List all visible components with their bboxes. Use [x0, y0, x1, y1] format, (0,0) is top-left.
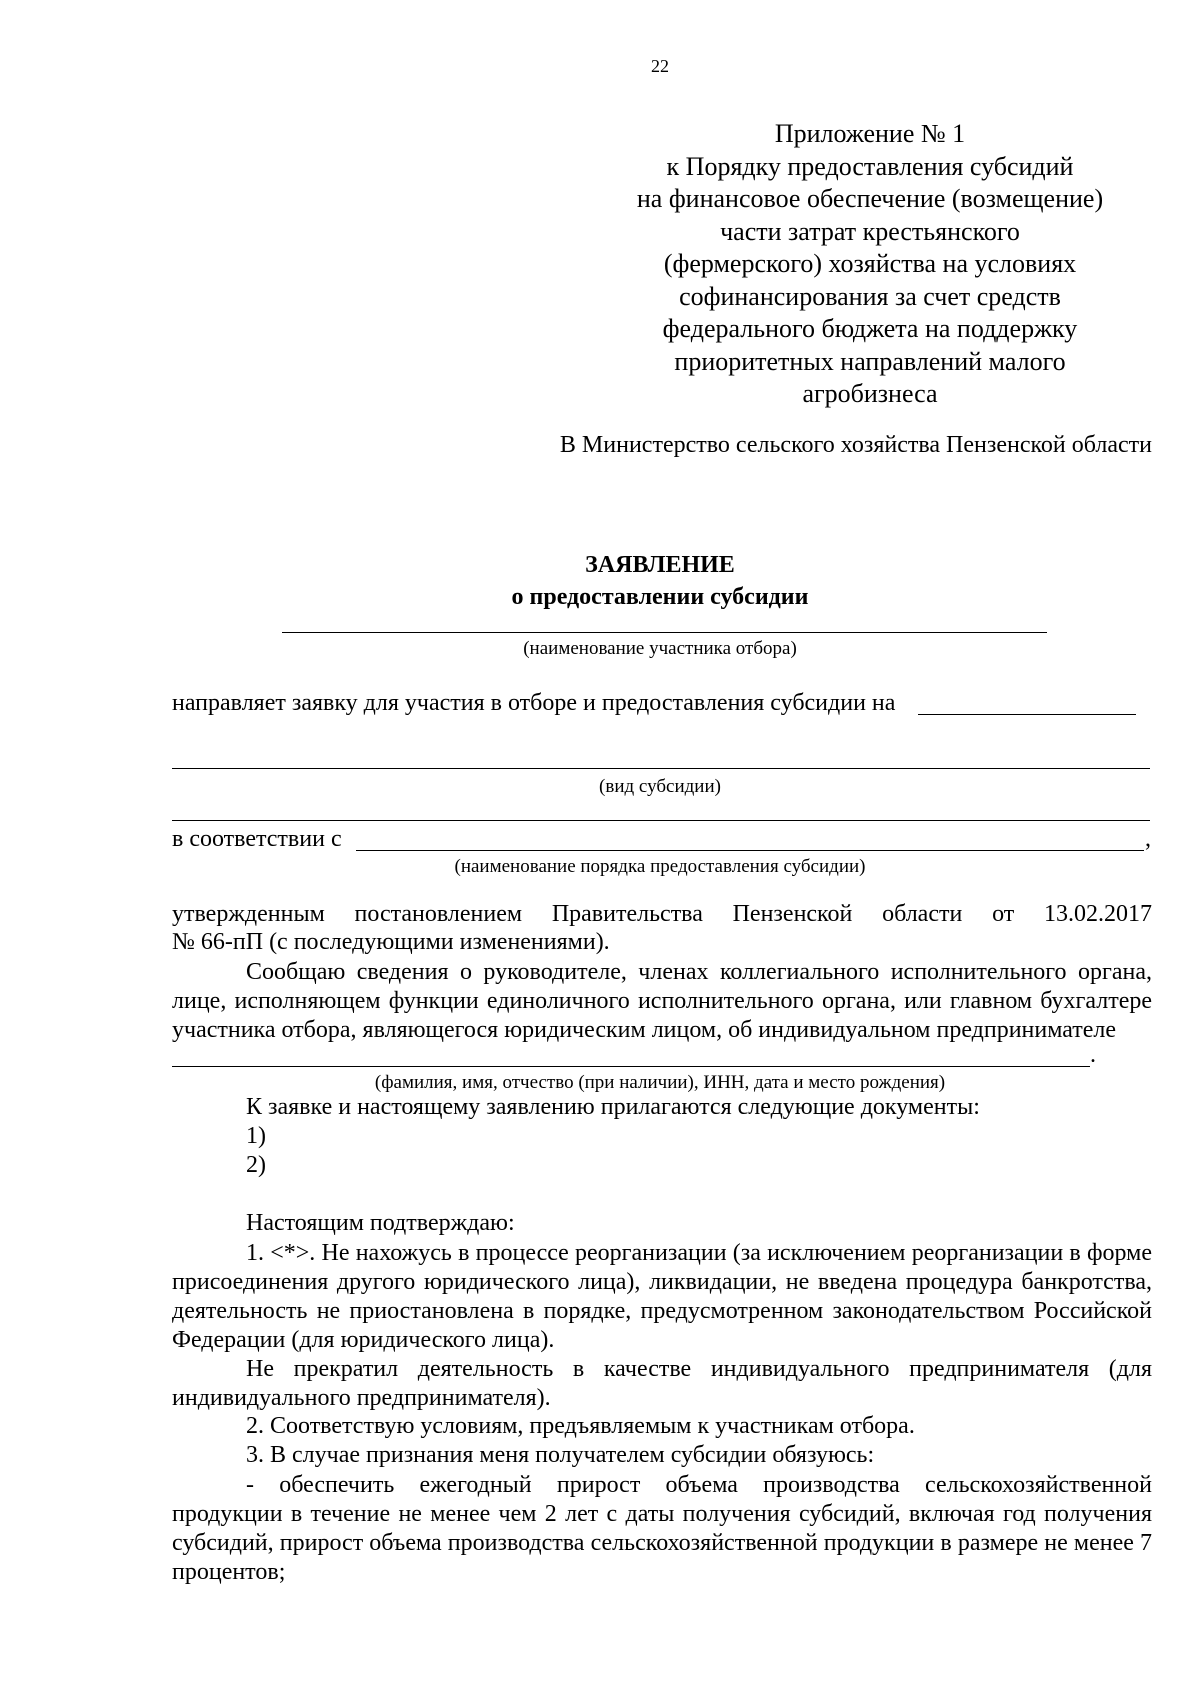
appendix-heading — [580, 118, 1160, 411]
subsidy-type-blank-2[interactable] — [172, 820, 1150, 821]
attached-item-1: 1) — [246, 1123, 266, 1149]
confirm-item-1b: Не прекратил деятельность в качестве индивидуального предпринимателя (для индивидуального предпринимателя). — [172, 1356, 1152, 1411]
appendix-line: федерального бюджета на поддержку — [662, 314, 1078, 343]
appendix-line: части затрат крестьянского — [720, 216, 1020, 246]
appendix-line: к Порядку предоставления субсидий — [666, 151, 1074, 181]
approved-line-2: № 66-пП (с последующими изменениями). — [172, 929, 610, 955]
approved-line-1: утвержденным постановлением Правительства Пензенской области от 13.02.2017 — [172, 901, 1152, 927]
subsidy-type-caption: (вид субсидии) — [599, 776, 721, 797]
page-number: 22 — [651, 56, 669, 76]
appendix-line: (фермерского) хозяйства на условиях — [663, 249, 1077, 278]
appendix-line: агробизнеса — [802, 379, 938, 408]
procedure-blank[interactable] — [356, 850, 1144, 851]
appendix-line: софинансирования за счет средств — [679, 281, 1061, 311]
person-blank[interactable] — [172, 1066, 1090, 1067]
appendix-line: Приложение № 1 — [774, 119, 966, 148]
subsidy-type-blank[interactable] — [172, 768, 1150, 769]
trailing-comma: , — [1145, 826, 1151, 852]
participant-caption: (наименование участника отбора) — [523, 638, 797, 659]
person-caption: (фамилия, имя, отчество (при наличии), ИНН, дата и место рождения) — [374, 1072, 946, 1093]
attached-item-2: 2) — [246, 1152, 266, 1178]
confirm-item-3: 3. В случае признания меня получателем субсидии обязуюсь: — [246, 1442, 875, 1468]
participant-name-blank[interactable] — [282, 632, 1047, 633]
confirm-item-2: 2. Соответствую условиям, предъявляемым к участникам отбора. — [246, 1413, 915, 1439]
appendix-line: приоритетных направлений малого — [674, 346, 1066, 376]
addressee: В Министерство сельского хозяйства Пензенской области — [559, 432, 1152, 458]
subsidy-blank[interactable] — [918, 714, 1136, 715]
info-paragraph: Сообщаю сведения о руководителе, членах коллегиального исполнительного органа, лице, исполняющем функции единоличного исполнительного органа, или главном бухгалтере участника отбора, являющегося юридическим лицом, об индивидуальном предпринимателе — [172, 959, 1152, 1043]
person-period: . — [1090, 1042, 1096, 1068]
document-subtitle: о предоставлении субсидии — [511, 584, 809, 610]
confirm-item-3a: - обеспечить ежегодный прирост объема производства сельскохозяйственной продукции в течение не менее чем 2 лет с даты получения субсидий, включая год получения субсидий, прирост объема производства сельскохозяйственной продукции в размере не менее 7 процентов; — [172, 1472, 1152, 1585]
document-title: ЗАЯВЛЕНИЕ — [585, 552, 735, 578]
request-text: направляет заявку для участия в отборе и предоставления субсидии на — [172, 690, 896, 716]
attached-text: К заявке и настоящему заявлению прилагаются следующие документы: — [246, 1094, 980, 1120]
procedure-caption: (наименование порядка предоставления субсидии) — [454, 856, 866, 877]
confirm-item-1: 1. <*>. Не нахожусь в процессе реорганизации (за исключением реорганизации в форме присоединения другого юридического лица), ликвидации, не введена процедура банкротства, деятельность не приостановлена в порядке, предусмотренном законодательством Российской Федерации (для юридического лица). — [172, 1240, 1152, 1353]
confirm-heading: Настоящим подтверждаю: — [246, 1210, 515, 1236]
in-accordance-text: в соответствии с — [172, 826, 342, 852]
appendix-line: на финансовое обеспечение (возмещение) — [636, 184, 1104, 213]
